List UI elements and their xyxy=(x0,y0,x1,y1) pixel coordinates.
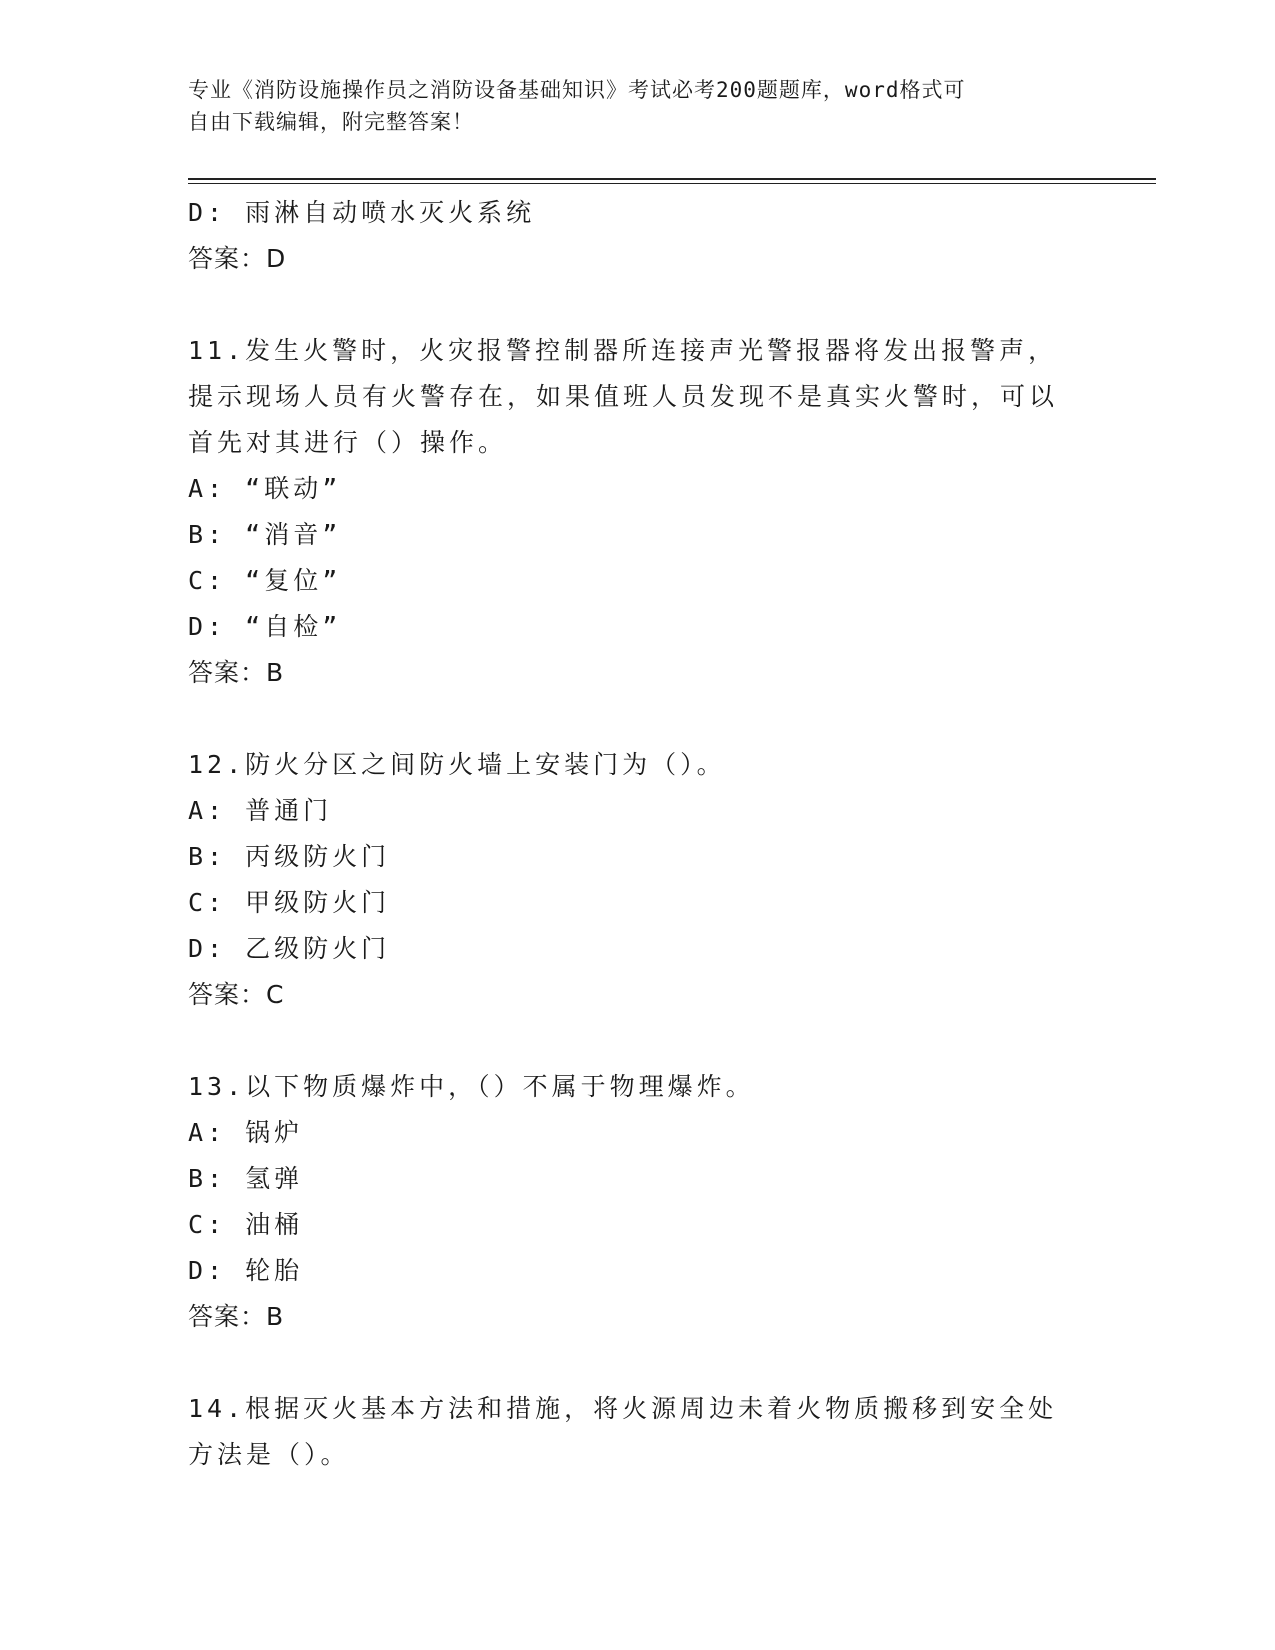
question-10-tail xyxy=(188,190,1088,282)
answer-line: 答案：B xyxy=(188,658,285,687)
option-d: D: 乙级防火门 xyxy=(188,934,391,963)
option-c: C: 甲级防火门 xyxy=(188,888,391,917)
question-13 xyxy=(188,1064,1088,1340)
option-b: B: 氢弹 xyxy=(188,1164,304,1193)
option-d: D: 轮胎 xyxy=(188,1256,304,1285)
question-text: 13.以下物质爆炸中，（）不属于物理爆炸。 xyxy=(188,1072,755,1101)
question-14 xyxy=(188,1386,1088,1478)
option-d: D: “自检” xyxy=(188,612,342,641)
header-line-2: 自由下载编辑，附完整答案！ xyxy=(188,110,474,134)
spacer xyxy=(188,696,1088,742)
question-text: 11.发生火警时，火灾报警控制器所连接声光警报器将发出报警声，提示现场人员有火警存在，如果值班人员发现不是真实火警时，可以首先对其进行（）操作。 xyxy=(188,336,1059,457)
spacer xyxy=(188,1018,1088,1064)
option-a: A: “联动” xyxy=(188,474,342,503)
question-12 xyxy=(188,742,1088,1018)
header-divider-thin xyxy=(188,183,1156,184)
spacer xyxy=(188,282,1088,328)
option-a: A: 锅炉 xyxy=(188,1118,304,1147)
document-header xyxy=(188,74,1068,138)
answer-line: 答案：D xyxy=(188,244,287,273)
question-11 xyxy=(188,328,1088,696)
option-d: D: 雨淋自动喷水灭火系统 xyxy=(188,198,536,227)
option-c: C: 油桶 xyxy=(188,1210,304,1239)
option-b: B: 丙级防火门 xyxy=(188,842,391,871)
header-divider-thick xyxy=(188,178,1156,180)
answer-line: 答案：B xyxy=(188,1302,285,1331)
answer-line: 答案：C xyxy=(188,980,285,1009)
option-a: A: 普通门 xyxy=(188,796,333,825)
option-b: B: “消音” xyxy=(188,520,342,549)
question-text: 14.根据灭火基本方法和措施，将火源周边未着火物质搬移到安全处方法是（）。 xyxy=(188,1394,1058,1469)
header-line-1: 专业《消防设施操作员之消防设备基础知识》考试必考200题题库，word格式可 xyxy=(188,78,966,102)
spacer xyxy=(188,1340,1088,1386)
document-body xyxy=(188,190,1088,1478)
question-text: 12.防火分区之间防火墙上安装门为（）。 xyxy=(188,750,726,779)
option-c: C: “复位” xyxy=(188,566,342,595)
